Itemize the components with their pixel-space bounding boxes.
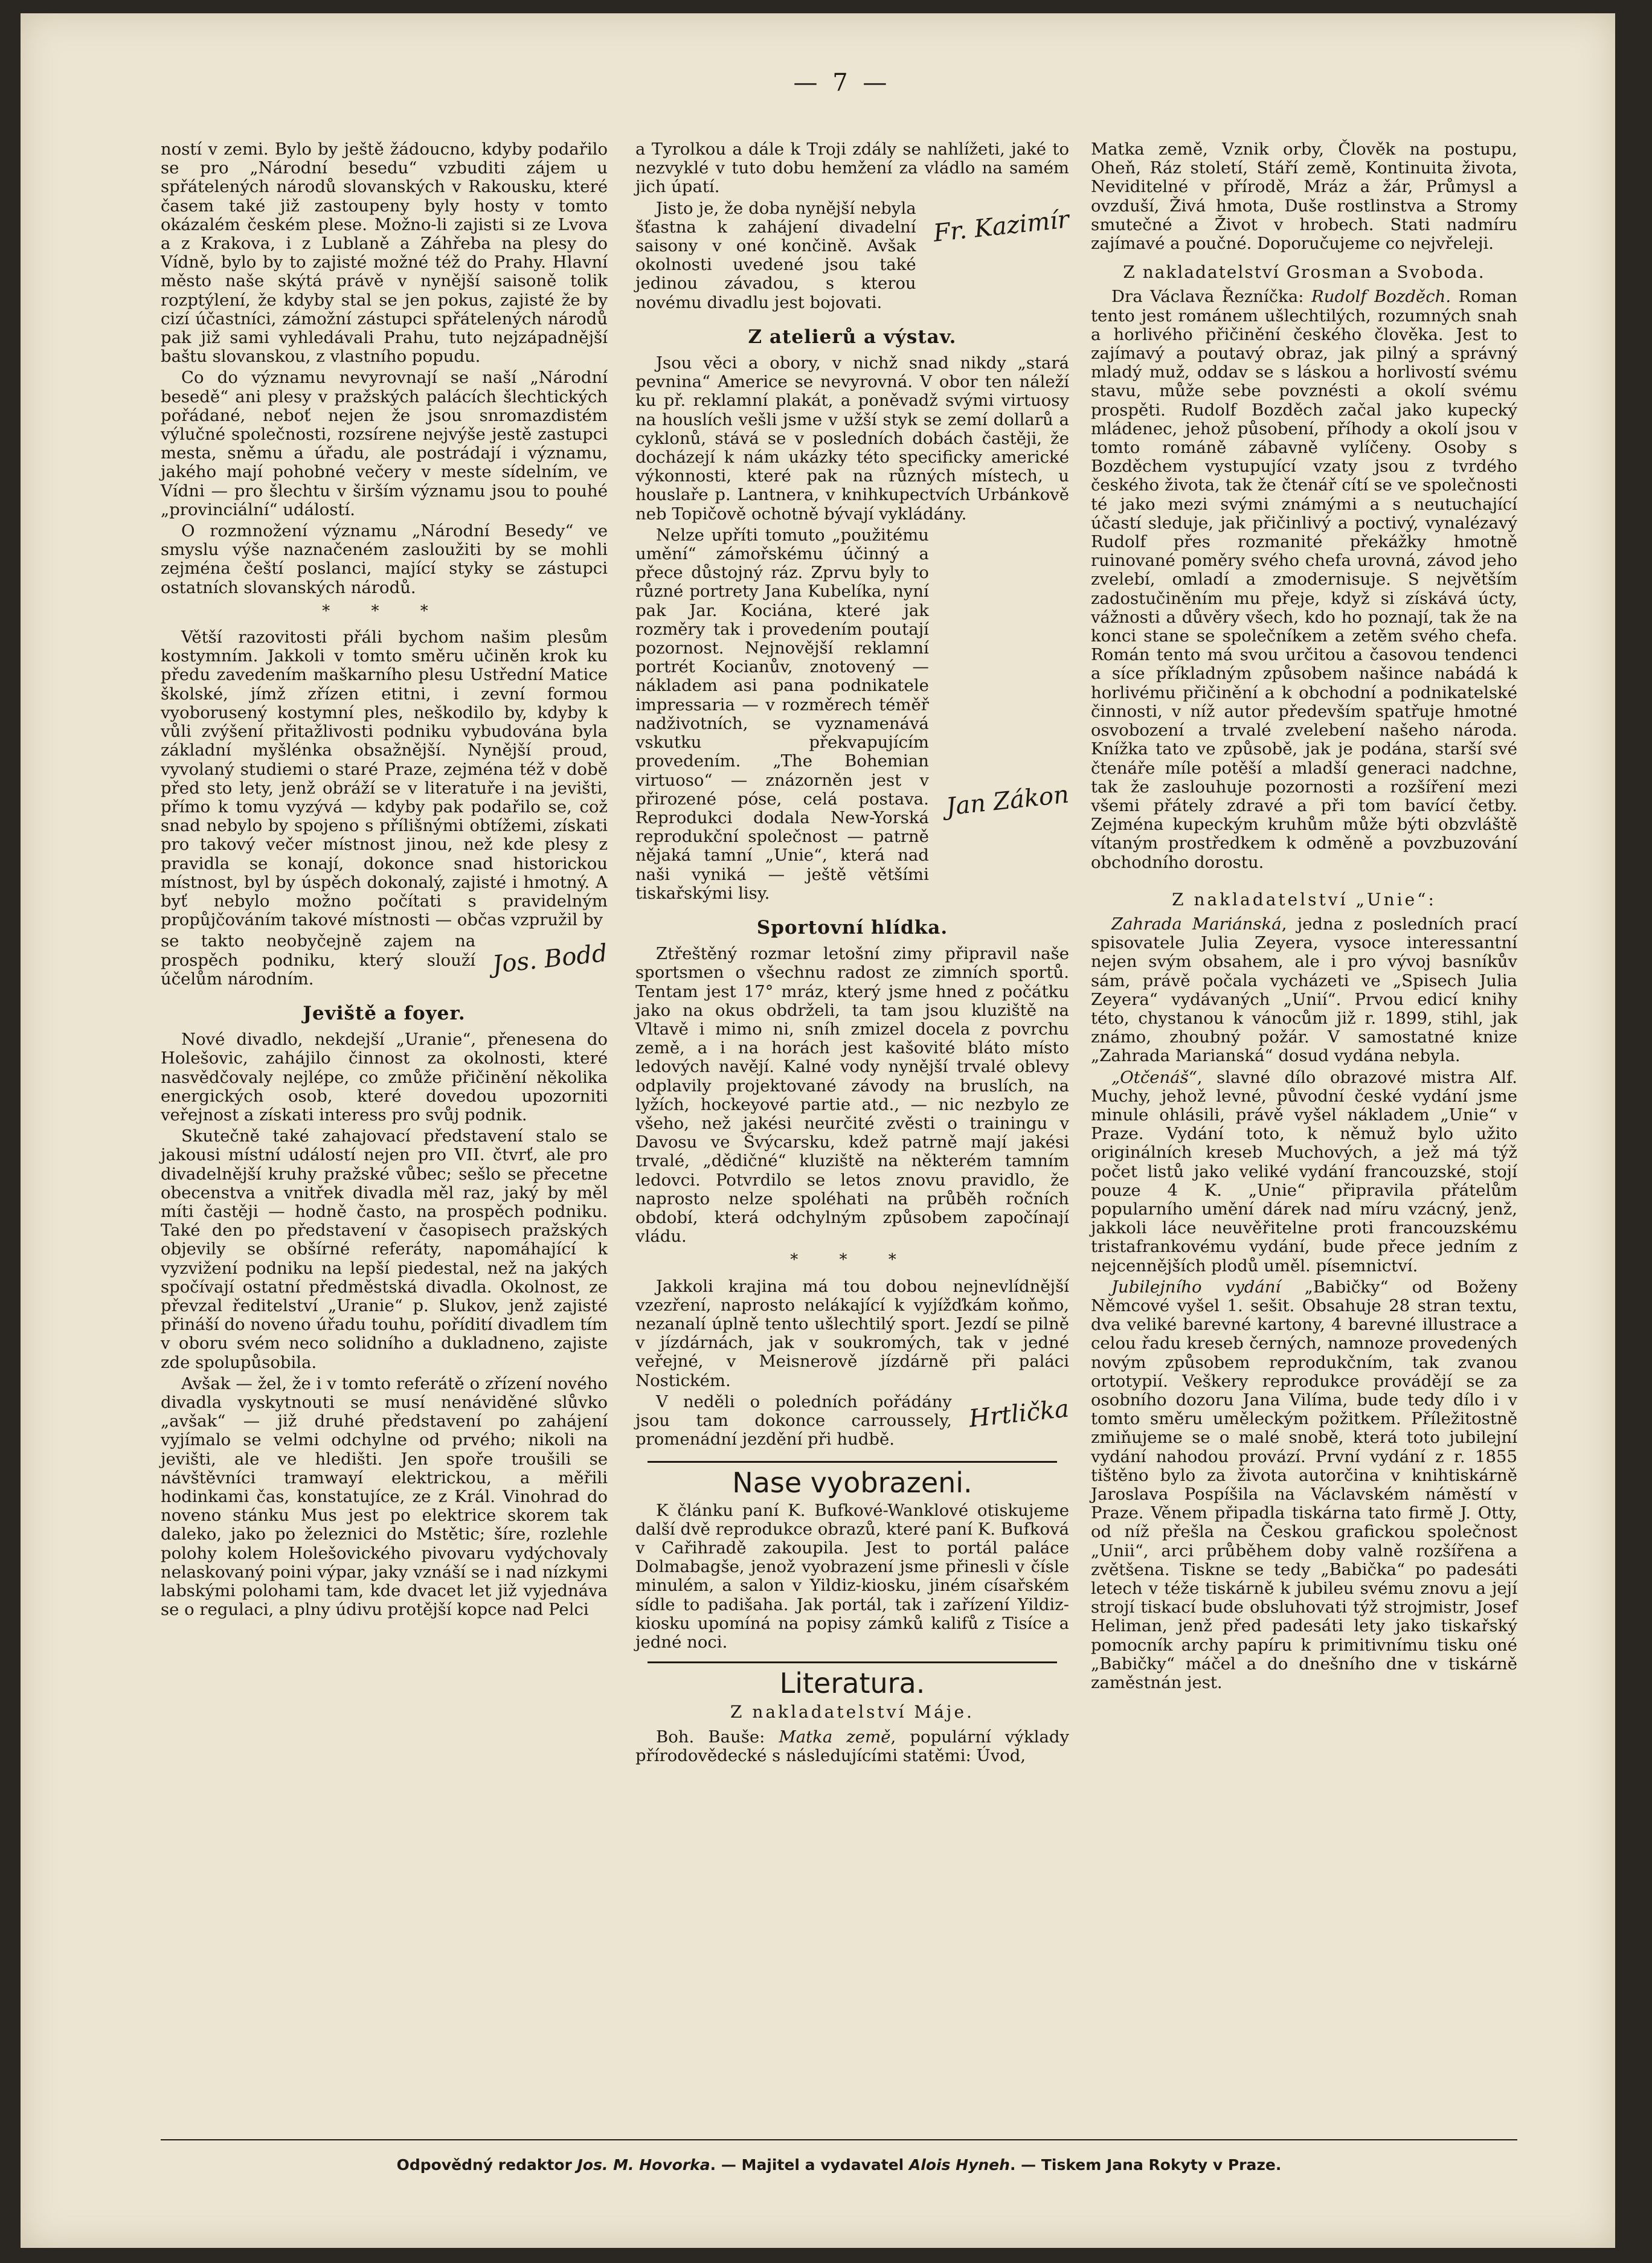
text-run: . — Tiskem Jana Rokyty v Praze. — [1009, 2156, 1282, 2174]
paragraph: Jsou věci a obory, v nichž snad nikdy „stará pevnina“ Americe se nevyrovná. V obor ten náleží ku př. reklamní plakát, a poněvadž svými virtuosy na houslích vešli jsme v užší styk se zemí dollarů a cyklonů, stává se v posledních dobách častěji, že docházejí k nám ukázky této specificky americké výkonnosti, které pak na různých místech, u houslaře p. Lantnera, v knihkupectvích Urbánkově neb Topičově ochotně bývají vykládány. — [635, 353, 1069, 524]
section-heading-jeviste: Jeviště a foyer. — [303, 1002, 466, 1024]
signed-paragraph — [635, 1393, 1069, 1452]
divider-line — [648, 1461, 1057, 1463]
column-1 — [161, 140, 608, 1622]
section-heading-vyobrazeni: Nase vyobrazeni. — [732, 1466, 972, 1500]
publisher-heading: Z nakladatelství Máje. — [730, 1702, 974, 1722]
paragraph: a Tyrolkou a dále k Troji zdály se nahlížeti, jaké to nezvyklé v tuto dobu hemžení za vládlo na samém jich úpatí. — [635, 140, 1069, 197]
editor-name: Jos. M. Hovorka — [577, 2156, 710, 2174]
book-title: Matka země — [779, 1727, 891, 1747]
book-title: Rudolf Bozděch. — [1311, 287, 1451, 307]
imprint-footer — [161, 2156, 1517, 2174]
section-divider-stars: * * * — [322, 602, 446, 620]
signed-paragraph — [635, 526, 1069, 905]
text-run: , jedna z posledních prací spisovatele Julia Zeyera, vysoce interessantní nejen svým obsahem, ale i pro vývoj basníkův sám, právě počala vycházeti ve „Spisech Julia Zeyera“ vydávaných „Unií“. Prvou edicí knihy této, chystanou k vánocům již r. 1899, stihl, jak známo, zhoubný požár. V samostatné knize „Zahrada Marianská“ dosud vydána nebyla. — [1091, 914, 1517, 1066]
section-heading-sport: Sportovní hlídka. — [756, 916, 948, 939]
paragraph — [1091, 287, 1517, 871]
publisher-name: Alois Hyneh — [908, 2156, 1010, 2174]
paragraph: Jakkoli krajina má tou dobou nejnevlídnější vzezření, naprosto nelákající k vyjížďkám koňmo, nezanalí úplně tento ušlechtilý sport. Jezdí se pilně v jízdárnách, jak v soukromých, tak v jedné veřejné, v Meisnerově jízdárně při paláci Nostickém. — [635, 1276, 1069, 1390]
text-run: Boh. Bauše: — [656, 1727, 779, 1747]
newspaper-page — [21, 13, 1615, 2248]
paragraph — [1091, 1068, 1517, 1276]
paragraph: Ztřeštěný rozmar letošní zimy připravil naše sportsmen o všechnu radost ze zimních sportů. Tentam jest 17° mráz, který jsme hned z počátku jako na okus obdrželi, ta tam jsou kluziště na Vltavě i mimo ni, sníh zmizel docela z povrchu země, a i na horách jest kašovité bláto místo ledových navějí. Kalné vody nynější trvalé oblevy odplavily projektované závody na bruslích, na lyžích, hockeyové partie atd., — nic nezbylo ze všeho, než jakési neurčité zvěsti o trainingu v Davosu ve Švýcarsku, kdež patrně mají jakési trvalé, „dědičné“ kluziště na některém tamním ledovci. Potvrdilo se letos znovu pravidlo, že naprosto nelze spoléhati na průběh ročních období, která odchylným způsobem započínají vládu. — [635, 944, 1069, 1247]
text-run: , slavné dílo obrazové mistra Alf. Muchy, jehož levné, původní české vydání jsme minule ohlásili, právě vyšel nákladem „Unie“ v Praze. Vydání toto, k němuž bylo užito originálních kreseb Muchových, a jež má týž počet listů jako veliké vydání francouzské, stojí pouze 4 K. „Unie“ připravila přátelům popularního umění dárek nad míru vzácný, jenž, jakkoli láce neuvěřitelne proti francouzskému tristafrankovému vydání, bude přece jedním z nejcennějších plodů uměl. písemnictví. — [1091, 1067, 1517, 1276]
book-title: Jubilejního vydání — [1111, 1277, 1281, 1297]
author-signature: Hrtlička — [967, 1395, 1070, 1433]
book-title: „Otčenáš“ — [1111, 1067, 1197, 1087]
paragraph: Co do významu nevyrovnají se naší „Národní besedě“ ani plesy v pražských palácích šlechtických pořádané, neboť nejen že jsou snromazdistém výlučné společnosti, rozsírene nejvýše jestě zastupci mesta, sněmu a úřadu, ale postrádají i významu, jakého mají pohobné večery v meste sídelním, ve Vídni — pro šlechtu v širším významu jsou to pouhé „provinciální“ událostí. — [161, 368, 608, 519]
book-title: Zahrada Mariánská — [1111, 914, 1282, 934]
paragraph — [1091, 1278, 1517, 1692]
paragraph: O rozmnožení významu „Národní Besedy“ ve smyslu výše naznačeném zasloužiti by se mohli zejména čeští poslanci, mající styky se zástupci ostatních slovanských národů. — [161, 521, 608, 597]
paragraph: Avšak — žel, že i v tomto referátě o zřízení nového divadla vyskytnouti se musí nenáviděné slůvko „avšak“ — již druhé představení po zahájení vyjímalo se velmi odchylne od prvého; nikoli na jevišti, ale ve hledišti. Jen spoře troušili se návštěvníci tramwayí elektrickou, a měřili hodinkami čas, konstatujíce, ze z Král. Vinohrad do noveno stánku Mus jest po elektrice skorem tak daleko, jako po železnici do Mstětic; šíre, rozlehle polohy kolem Holešovického pivovaru vydýchovaly nelaskovaný poini výpar, jaky vznáší se i nad nízkymi labskými polohami tam, kde dvacet let již vyjednáva se o regulaci, a plny údivu protější kopce nad Pelci — [161, 1373, 608, 1620]
author-signature: Jan Zákon — [944, 780, 1070, 821]
paragraph: Matka země, Vznik orby, Člověk na postupu, Oheň, Ráz století, Stáří země, Kontinuita života, Neviditelné v přírodě, Mráz a žár, Průmysl a ovzduší, Živá hmota, Duše rostlinstva a Stromy smutečné a Život v hrobech. Stati nadmíru zajímavé a poučné. Doporučujeme co nejvřeleji. — [1091, 140, 1517, 254]
section-heading-ateliery: Z atelierů a výstav. — [748, 326, 957, 348]
author-signature: Fr. Kazimír — [931, 205, 1070, 248]
text-run: . — Majitel a vydavatel — [710, 2156, 909, 2174]
text-run: , populární výklady přírodovědecké s následujícími statěmi: Úvod, — [635, 1727, 1069, 1765]
text-run: Dra Václava Řezníčka: — [1111, 287, 1312, 307]
paragraph: se takto neobyčejně zajem na prospěch podniku, který slouží účelům národním. — [161, 931, 476, 989]
paragraph: K článku paní K. Bufkové-Wanklové otiskujeme další dvě reprodukce obrazů, které paní K. Bufková v Cařihradě zakoupila. Jest to portál paláce Dolmabagše, jenož vyobrazení jsme přinesli v čísle minulém, a salon v Yildiz-kiosku, jiném císařském sídle to padišaha. Jak portál, tak i zařízení Yildiz-kiosku upomíná na popisy zámků kalifů z Tisíce a jedné noci. — [635, 1500, 1069, 1652]
text-run: Odpovědný redaktor — [396, 2156, 577, 2174]
paragraph: Jisto je, že doba nynější nebyla šťastna k zahájení divadelní saisony v oné končině. Avšak okolnosti uvedené jsou také jedinou závadou, s kterou novému divadlu jest bojovati. — [635, 198, 916, 312]
divider-line — [648, 1661, 1057, 1663]
paragraph: Nelze upříti tomuto „použitému umění“ zámořskému účinný a přece důstojný ráz. Zprvu byly to různé portrety Jana Kubelíka, nyní pak Jar. Kociána, které jak rozměry tak i provedením poutají pozornost. Nejnovější reklamní portrét Kocianův, znotovený — nákladem asi pana podnikatele impressaria — v rozměrech téměř nadživotních, se vyznamenává vskutku překvapujícím provedením. „The Bohemian virtuoso“ — znázorněn jest v přirozené póse, celá postava. Reprodukci dodala New-Yorská reprodukční společnost — patrně nějaká tamní „Unie“, která nad naši vyniká — ještě většími tiskařskými lisy. — [635, 525, 929, 903]
signed-paragraph — [635, 199, 1069, 315]
paragraph — [635, 1728, 1069, 1765]
paragraph: V neděli o poledních pořádány jsou tam dokonce carroussely, promenádní jezdění při hudbě. — [635, 1392, 952, 1449]
paragraph: Skutečně také zahajovací představení stalo se jakousi místní událostí nejen pro VII. čtvrť, ale pro divadelnější kruhy pražské vůbec; sešlo se přecetne obecenstva a vnitřek divadla měl raz, jaký by měl míti častěji — hodně často, na prospěch podniku. Také den po představení v časopisech pražských objevily se obšírné referáty, napomáhající k vyzvižení podniku na lepší piedestal, než na jakých spočívají ostatní předměstská divadla. Okolnost, ze převzal ředitelství „Uranie“ p. Slukov, jenž zajisté přináší do noveno úřadu touhu, pořídití divadlem tím v oboru svém neco solidního a dukladneno, zajiste zde spolupůsobila. — [161, 1126, 608, 1372]
section-divider-stars: * * * — [790, 1251, 914, 1270]
text-run: „Babičky“ od Boženy Němcové vyšel 1. sešit. Obsahuje 28 stran textu, dva veliké barevné kartony, 4 barevné illustrace a celou řadu kreseb černých, namnoze provedených novým způsobem reprodukčním, tak zvanou ortotypií. Veškery reprodukce provádějí se za osobního dozoru Jana Vilíma, bude tedy dílo i v tomto směru uměleckým požitkem. Příležitostně zmiňujeme se o malé snobě, která toto jubilejní vydání nahodou provází. První vydání z r. 1855 tištěno bylo za života autorčina v knihtiskárně Jaroslava Pospíšila na Václavském náměstí v Praze. Věnem připadla tiskárna tato firmě J. Otty, od níž přešla na Českou grafickou společnost „Unii“, arci průběhem doby valně rozšířena a zvětšena. Tiskne se tedy „Babička“ po padesáti letech v téže tiskárně k jubileu svému znovu a její strojí tiskací bude obsluhovati týž strojmistr, Josef Heliman, jenž před padesáti lety jako tiskařský pomocník archy papíru k primitivnímu tisku oné „Babičky“ máčel a do dnešního dne v tiskárně zaměstnán jest. — [1091, 1277, 1517, 1693]
paragraph: Nové divadlo, nekdejší „Uranie“, přenesena do Holešovic, zahájilo činnost za okolnosti, které nasvědčovaly nejlépe, co zmůže přičinění několika energických osob, které dovedou upozorniti veřejnost a získati interess pro svůj podnik. — [161, 1030, 608, 1125]
author-signature: Jos. Bodd — [491, 939, 609, 980]
publisher-heading: Z nakladatelství Grosman a Svoboda. — [1123, 262, 1485, 283]
paragraph: Větší razovitosti přáli bychom našim plesům kostymním. Jakkoli v tomto směru učiněn krok ku předu zavedením maškarního plesu Ustřední Matice školské, jímž zřízen etitni, i zevní formou vyoborusený kostymní ples, neškodilo by, kdyby k vůli zvýšení přitažlivosti podniku vybudována byla základní myšlénka obsažnější. Nynější proud, vyvolaný studiemi o staré Praze, zejména též v době před sto lety, jenž obráží se v literatuře i na jevišti, přímo k tomu vyzývá — kdyby pak podařilo se, což snad nebylo by spojeno s přílišnými obtížemi, získati pro takový večer místnost jinou, než kde plesy z pravidla se konají, dokonce snad historickou místnost, byl by úspěch dokonalý, zajisté i hmotný. A byť nebylo možno počítati s pravidelným propůjčováním takové místnosti — občas vzpružil by — [161, 628, 608, 930]
text-run: Roman tento jest románem ušlechtilých, rozumných snah a horlivého přičinění českého člověka. Jest to zajímavý a poutavý obraz, jak pilný a správný mladý muž, oddav se s láskou a horlivostí svému stavu, může sebe povznésti a okolí svému prospěti. Rudolf Bozděch začal jako kupecký mládenec, jehož působení, příhody a okolí jsou v tomto románě zábavně vylíčeny. Osoby s Bozděchem vystupující vzaty jsou z tvrdého českého života, tak že čtenář cítí se ve společnosti té jako mezi svými známými a s neutuchající účastí sleduje, jak přičinlivý a poctivý, vynalézavý Rudolf přes rozmanité překážky hmotně ruinované poměry svého chefa urovná, závod jeho zvelebí, omladí a zmodernisuje. S největším zadostučiněním mu přeje, když si získává úcty, vážnosti a důvěry všech, kdo ho poznají, tak že na konci stane se společníkem a zetěm svého chefa. Román tento má svou určitou a časovou tendenci a síce příkladným způsobem našince nabádá k horlivému přičinění a k obchodní a podnikatelské činnosti, v níž autor především spatřuje hmotné osvobození a trvalé zvelebení našeho národa. Knížka tato ve způsobě, jak je podána, starší své čtenáře míle potěší a mladší generaci nadchne, tak že zaslouhuje pozornosti a rozšíření mezi všemi přátely zdravé a při tom bavící četby. Zejména kupeckým kruhům může býti obzvláště vítaným prostředkem k odměně a povzbuzování obchodního dorostu. — [1091, 287, 1517, 872]
section-heading-literatura: Literatura. — [779, 1667, 925, 1700]
column-2 — [635, 140, 1069, 1768]
footer-rule — [161, 2139, 1517, 2140]
paragraph — [1091, 915, 1517, 1066]
column-3 — [1091, 140, 1517, 1695]
signed-paragraph — [161, 932, 608, 991]
publisher-heading: Z nakladatelství „Unie“: — [1172, 889, 1436, 910]
page-number: — 7 — — [793, 69, 891, 97]
paragraph: ností v zemi. Bylo by ještě žádoucno, kdyby podařilo se pro „Národní besedu“ vzbuditi zájem u spřátelených národů slovanských v Rakousku, které časem také již zastoupeny byly hosty v tomto okázalém českém plese. Možno-li zajisti si ze Lvova a z Krakova, i z Lublaně a Záhřeba na plesy do Vídně, bylo by to zajisté možné též do Prahy. Hlavní město naše skýtá právě v nynější saisoně tolik rozptýlení, že kdyby stal se jen pokus, zajisté že by cizí účastníci, zámožní zástupci spřátelených národů pak již sami vyhledávali Prahu, tuto nejzápadnější baštu slovanskou, z vlastního popudu. — [161, 140, 608, 367]
